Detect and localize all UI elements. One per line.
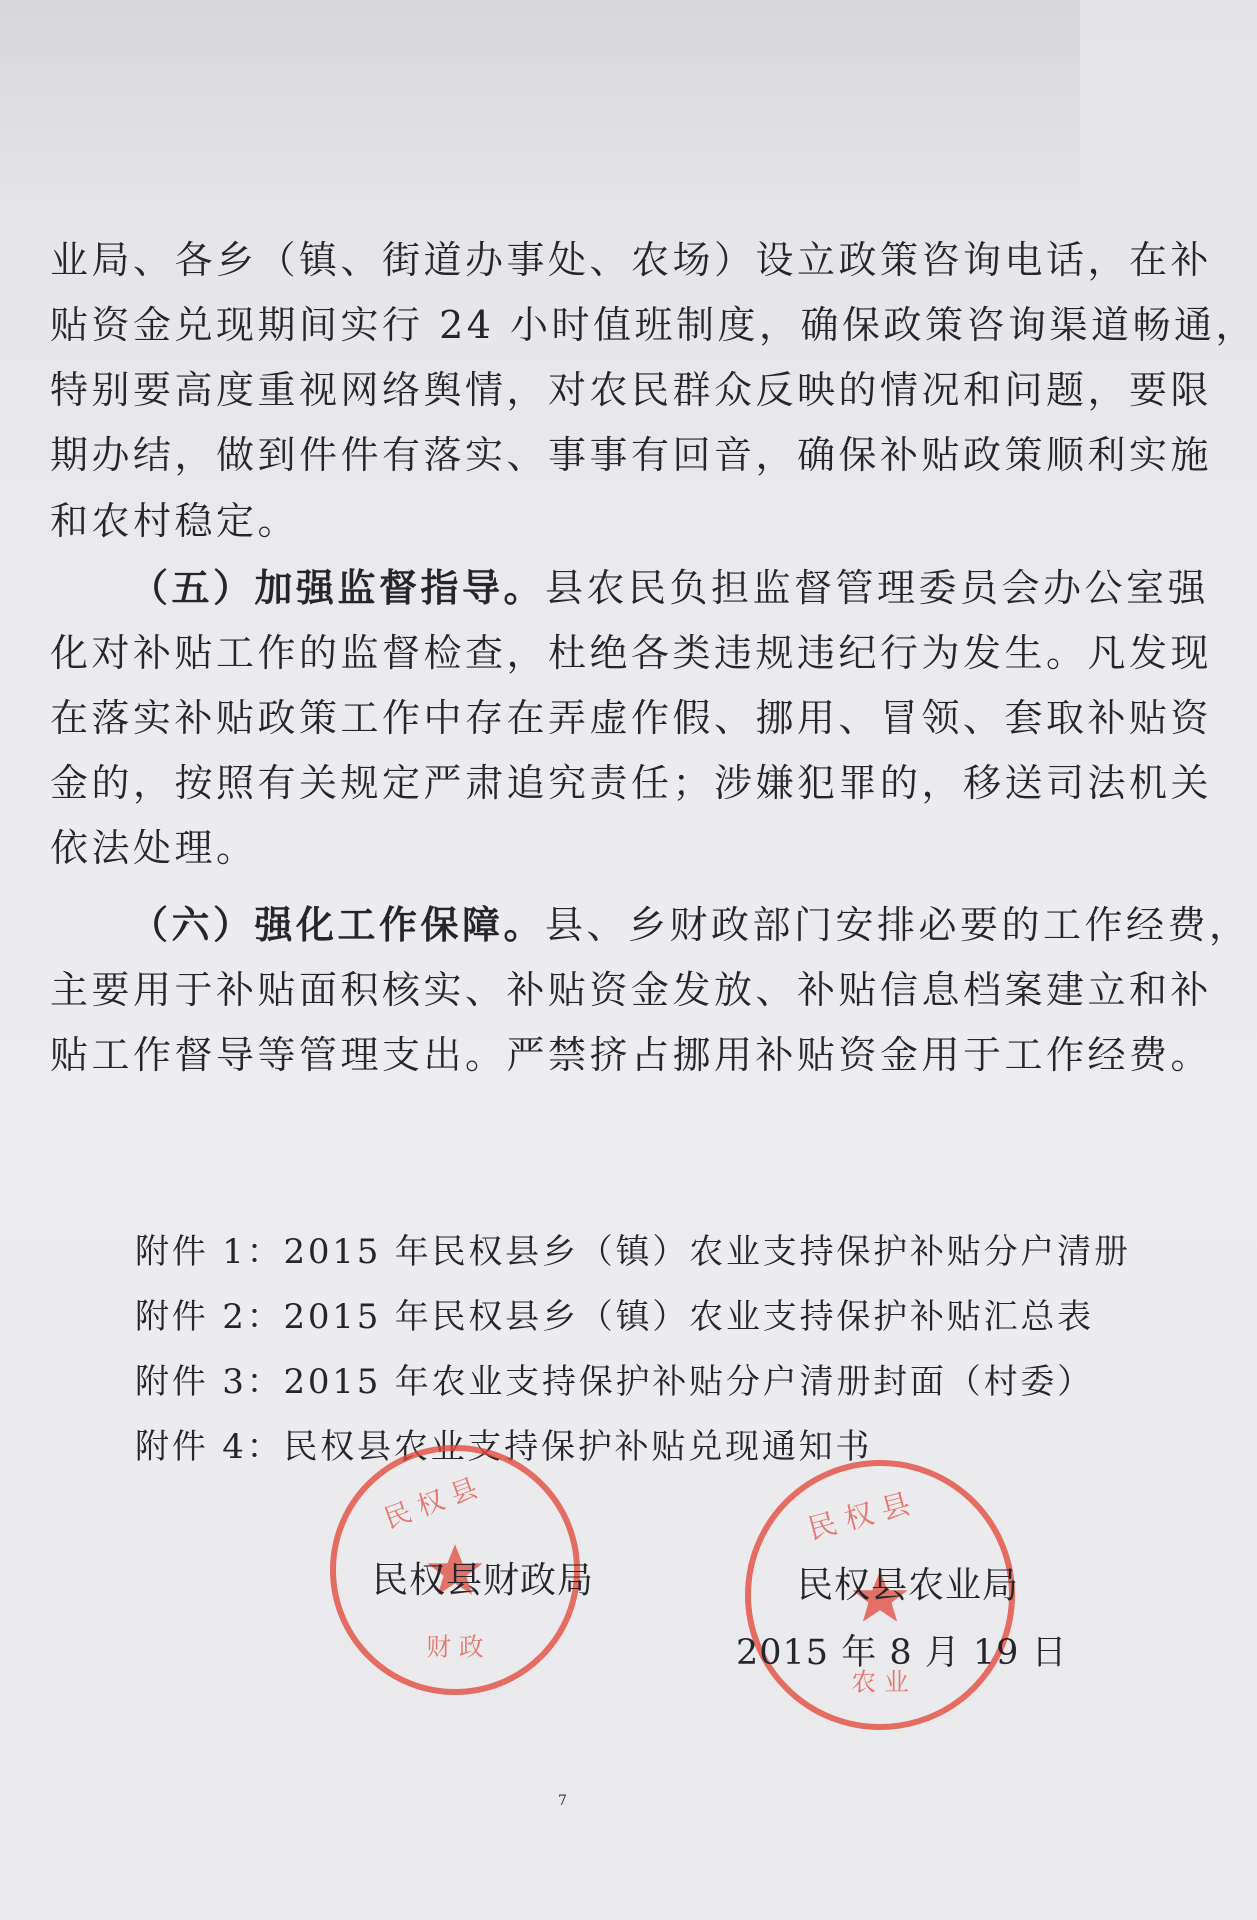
paragraph-line: 依法处理。 [50, 826, 258, 870]
paragraph-line: 期办结，做到件件有落实、事事有回音，确保补贴政策顺利实施 [50, 433, 1213, 477]
svg-text:民 权 县: 民 权 县 [804, 1486, 914, 1547]
svg-text:财 政: 财 政 [426, 1632, 484, 1662]
photo-shadow [0, 0, 1080, 230]
signature-agriculture-bureau: 民权县农业局 [797, 1565, 1020, 1606]
svg-text:民 权 县: 民 权 县 [380, 1472, 482, 1535]
paragraph-line: 贴资金兑现期间实行 24 小时值班制度，确保政策咨询渠道畅通， [50, 303, 1257, 347]
attachment-item: 附件 4：民权县农业支持保护补贴兑现通知书 [135, 1427, 873, 1467]
paragraph-line: 贴工作督导等管理支出。严禁挤占挪用补贴资金用于工作经费。 [50, 1033, 1213, 1077]
paragraph-line: 和农村稳定。 [50, 499, 300, 543]
paragraph-line: 金的，按照有关规定严肃追究责任；涉嫌犯罪的，移送司法机关 [50, 761, 1213, 805]
paragraph-line: 主要用于补贴面积核实、补贴资金发放、补贴信息档案建立和补 [50, 968, 1213, 1012]
paragraph-line: 特别要高度重视网络舆情，对农民群众反映的情况和问题，要限 [50, 368, 1213, 412]
signature-finance-bureau: 民权县财政局 [372, 1560, 595, 1601]
attachment-item: 附件 2：2015 年民权县乡（镇）农业支持保护补贴汇总表 [135, 1297, 1094, 1337]
section-heading: （五）加强监督指导。 [130, 565, 546, 610]
attachment-item: 附件 1：2015 年民权县乡（镇）农业支持保护补贴分户清册 [135, 1232, 1131, 1272]
paragraph-line [130, 556, 1209, 620]
page-number: 7 [558, 1793, 567, 1809]
paragraph-line: 在落实补贴政策工作中存在弄虚作假、挪用、冒领、套取补贴资 [50, 696, 1213, 740]
attachment-item: 附件 3：2015 年农业支持保护补贴分户清册封面（村委） [135, 1362, 1094, 1402]
paragraph-line [130, 893, 1251, 957]
section-heading: （六）强化工作保障。 [130, 902, 546, 947]
paragraph-text: 县农民负担监督管理委员会办公室强 [545, 566, 1210, 610]
signature-date: 2015 年 8 月 19 日 [736, 1633, 1068, 1673]
paragraph-line: 化对补贴工作的监督检查，杜绝各类违规违纪行为发生。凡发现 [50, 631, 1213, 675]
paragraph-text: 县、乡财政部门安排必要的工作经费， [545, 903, 1251, 947]
paragraph-line: 业局、各乡（镇、街道办事处、农场）设立政策咨询电话，在补 [50, 238, 1213, 282]
svg-text:农 业: 农 业 [851, 1667, 909, 1697]
